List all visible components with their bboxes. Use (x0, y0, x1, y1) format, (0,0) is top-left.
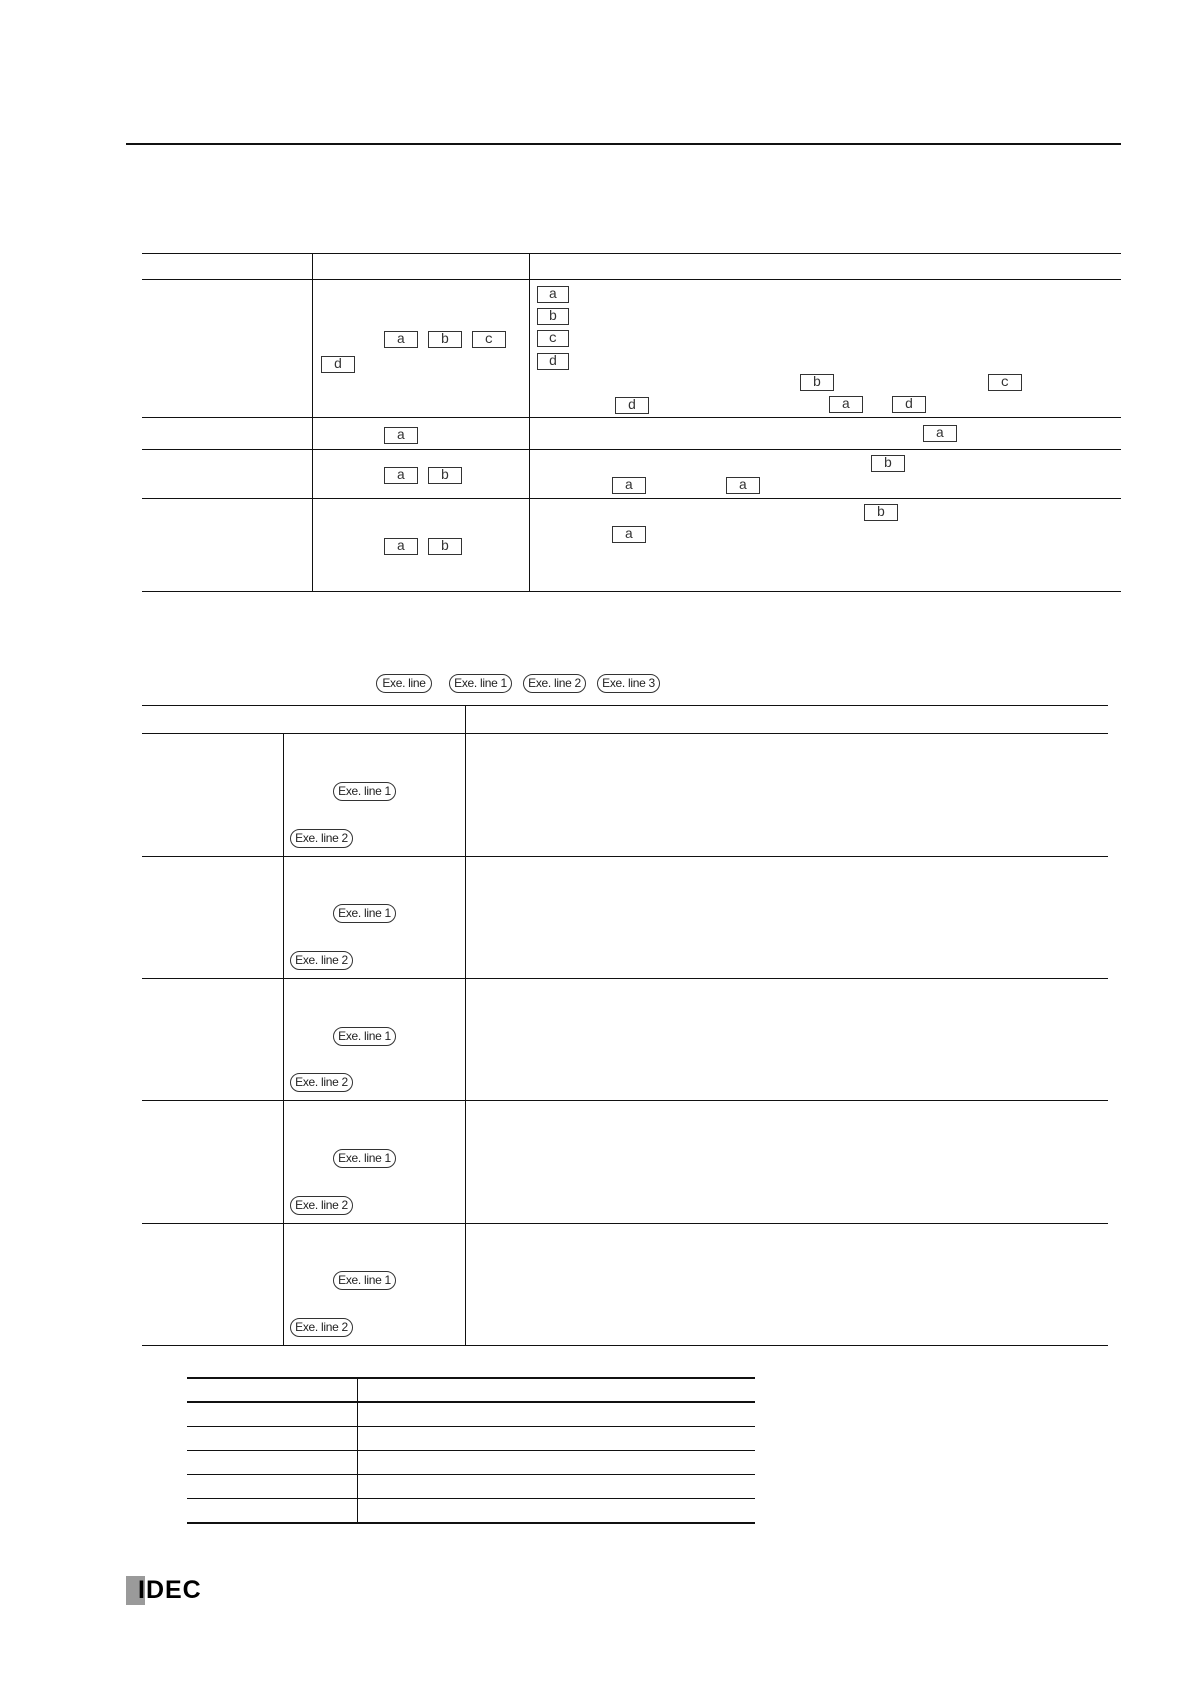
operand-box-c: c (537, 330, 569, 347)
exe-line-2-pill: Exe. line 2 (290, 951, 353, 970)
table3-col-divider (357, 1377, 358, 1524)
table1-col-divider (529, 253, 530, 592)
table3-row-rule (187, 1474, 755, 1475)
exe-line-2-pill: Exe. line 2 (290, 1073, 353, 1092)
exe-line-2-pill: Exe. line 2 (290, 1318, 353, 1337)
table2-top-rule (142, 705, 1108, 706)
table3-row-rule (187, 1426, 755, 1427)
table1-col-divider (312, 253, 313, 592)
exe-line-pill: Exe. line (376, 674, 432, 693)
operand-box-a: a (384, 467, 418, 484)
table3-header-rule (187, 1401, 755, 1403)
logo-text: IDEC (138, 1576, 202, 1604)
exe-line-2-pill: Exe. line 2 (290, 1196, 353, 1215)
table2-row-rule (142, 856, 1108, 857)
header-rule (126, 143, 1121, 145)
table3-top-rule (187, 1377, 755, 1379)
table2-header-rule (142, 733, 1108, 734)
exe-line-1-pill: Exe. line 1 (449, 674, 512, 693)
operand-box-d: d (537, 353, 569, 370)
operand-box-b: b (800, 374, 834, 391)
operand-box-a: a (829, 396, 863, 413)
table2-col-divider (283, 733, 284, 1346)
table2-col-divider (465, 705, 466, 1346)
table2-bottom-rule (142, 1345, 1108, 1346)
operand-box-a: a (537, 286, 569, 303)
table3-row-rule (187, 1450, 755, 1451)
exe-line-2-pill: Exe. line 2 (290, 829, 353, 848)
table1-bottom-rule (142, 591, 1121, 592)
exe-line-1-pill: Exe. line 1 (333, 904, 396, 923)
operand-box-a: a (726, 477, 760, 494)
operand-box-a: a (612, 526, 646, 543)
operand-box-a: a (612, 477, 646, 494)
operand-box-a: a (384, 427, 418, 444)
exe-line-1-pill: Exe. line 1 (333, 1149, 396, 1168)
operand-box-b: b (428, 467, 462, 484)
exe-line-2-pill: Exe. line 2 (523, 674, 586, 693)
table2-row-rule (142, 1223, 1108, 1224)
exe-line-1-pill: Exe. line 1 (333, 782, 396, 801)
operand-box-c: c (988, 374, 1022, 391)
operand-box-a: a (923, 425, 957, 442)
operand-box-b: b (428, 331, 462, 348)
operand-box-b: b (537, 308, 569, 325)
operand-box-a: a (384, 538, 418, 555)
operand-box-d: d (321, 356, 355, 373)
table2-row-rule (142, 1100, 1108, 1101)
operand-box-b: b (428, 538, 462, 555)
exe-line-3-pill: Exe. line 3 (597, 674, 660, 693)
operand-box-d: d (892, 396, 926, 413)
table1-row-rule (142, 417, 1121, 418)
table2-row-rule (142, 978, 1108, 979)
operand-box-b: b (871, 455, 905, 472)
table1-row-rule (142, 449, 1121, 450)
operand-box-b: b (864, 504, 898, 521)
operand-box-a: a (384, 331, 418, 348)
table1-row-rule (142, 498, 1121, 499)
operand-box-c: c (472, 331, 506, 348)
table3-bottom-rule (187, 1522, 755, 1524)
table3-row-rule (187, 1498, 755, 1499)
operand-box-d: d (615, 397, 649, 414)
exe-line-1-pill: Exe. line 1 (333, 1271, 396, 1290)
exe-line-1-pill: Exe. line 1 (333, 1027, 396, 1046)
table1-top-rule (142, 253, 1121, 254)
table1-header-rule (142, 279, 1121, 280)
